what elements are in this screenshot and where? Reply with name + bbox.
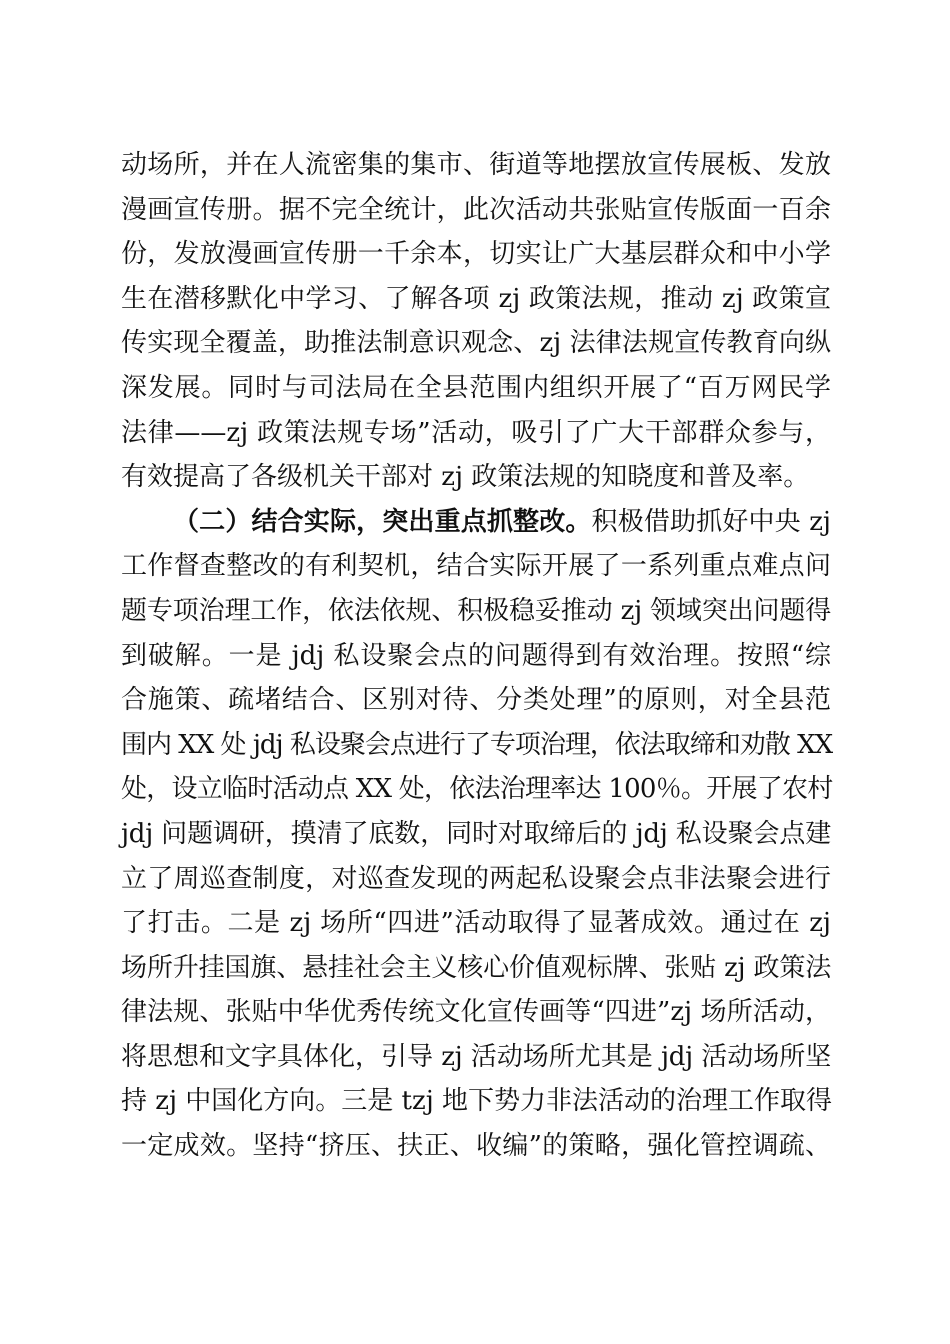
paragraph-2-first-line-text: 积极借助抓好中央 zj (591, 506, 831, 537)
paragraph-2-line-13: 将思想和文字具体化，引导 zj 活动场所尤其是 jdj 活动场所坚 (121, 1041, 831, 1072)
paragraph-1-line-4: 生在潜移默化中学习、了解各项 zj 政策法规，推动 zj 政策宣 (121, 283, 831, 314)
paragraph-2-line-2: 工作督查整改的有利契机，结合实际开展了一系列重点难点问 (121, 551, 831, 582)
paragraph-2-line-9: 立了周巡查制度，对巡查发现的两起私设聚会点非法聚会进行 (121, 863, 831, 894)
paragraph-1-line-2: 漫画宣传册。据不完全统计，此次活动共张贴宣传版面一百余 (121, 194, 831, 225)
paragraph-2-line-11: 场所升挂国旗、悬挂社会主义核心价值观标牌、张贴 zj 政策法 (121, 952, 831, 983)
paragraph-1-line-8: 有效提高了各级机关干部对 zj 政策法规的知晓度和普及率。 (121, 462, 810, 493)
paragraph-2-line-5: 合施策、疏堵结合、区别对待、分类处理”的原则，对全县范 (121, 685, 831, 716)
paragraph-2-line-15: 一定成效。坚持“挤压、扶正、收编”的策略，强化管控调疏、 (121, 1131, 831, 1162)
paragraph-1-line-6: 深发展。同时与司法局在全县范围内组织开展了“百万网民学 (121, 372, 831, 403)
section-heading: （二）结合实际，突出重点抓整改。 (173, 506, 592, 537)
paragraph-1-line-5: 传实现全覆盖，助推法制意识观念、zj 法律法规宣传教育向纵 (121, 328, 831, 359)
paragraph-1-line-1: 动场所，并在人流密集的集市、街道等地摆放宣传展板、发放 (121, 150, 831, 180)
document-body (121, 143, 831, 1169)
paragraph-2-line-10: 了打击。二是 zj 场所“四进”活动取得了显著成效。通过在 zj (121, 908, 831, 939)
paragraph-2-line-3: 题专项治理工作，依法依规、积极稳妥推动 zj 领域突出问题得 (121, 595, 831, 626)
paragraph-2-line-12: 律法规、张贴中华优秀传统文化宣传画等“四进”zj 场所活动， (121, 997, 831, 1028)
paragraph-2-line-4: 到破解。一是 jdj 私设聚会点的问题得到有效治理。按照“综 (121, 640, 831, 671)
paragraph-2-line-7: 处，设立临时活动点 XX 处，依法治理率达 100％。开展了农村 (121, 774, 833, 805)
paragraph-2-first-line (121, 500, 831, 545)
paragraph-2-line-14: 持 zj 中国化方向。三是 tzj 地下势力非法活动的治理工作取得 (121, 1086, 833, 1117)
paragraph-1-line-3: 份，发放漫画宣传册一千余本，切实让广大基层群众和中小学 (121, 239, 831, 270)
paragraph-1-line-7: 法律——zj 政策法规专场”活动，吸引了广大干部群众参与， (121, 417, 831, 448)
paragraph-2-line-8: jdj 问题调研，摸清了底数，同时对取缔后的 jdj 私设聚会点建 (121, 818, 831, 849)
paragraph-2-line-6: 围内 XX 处 jdj 私设聚会点进行了专项治理，依法取缔和劝散 XX (121, 729, 833, 760)
